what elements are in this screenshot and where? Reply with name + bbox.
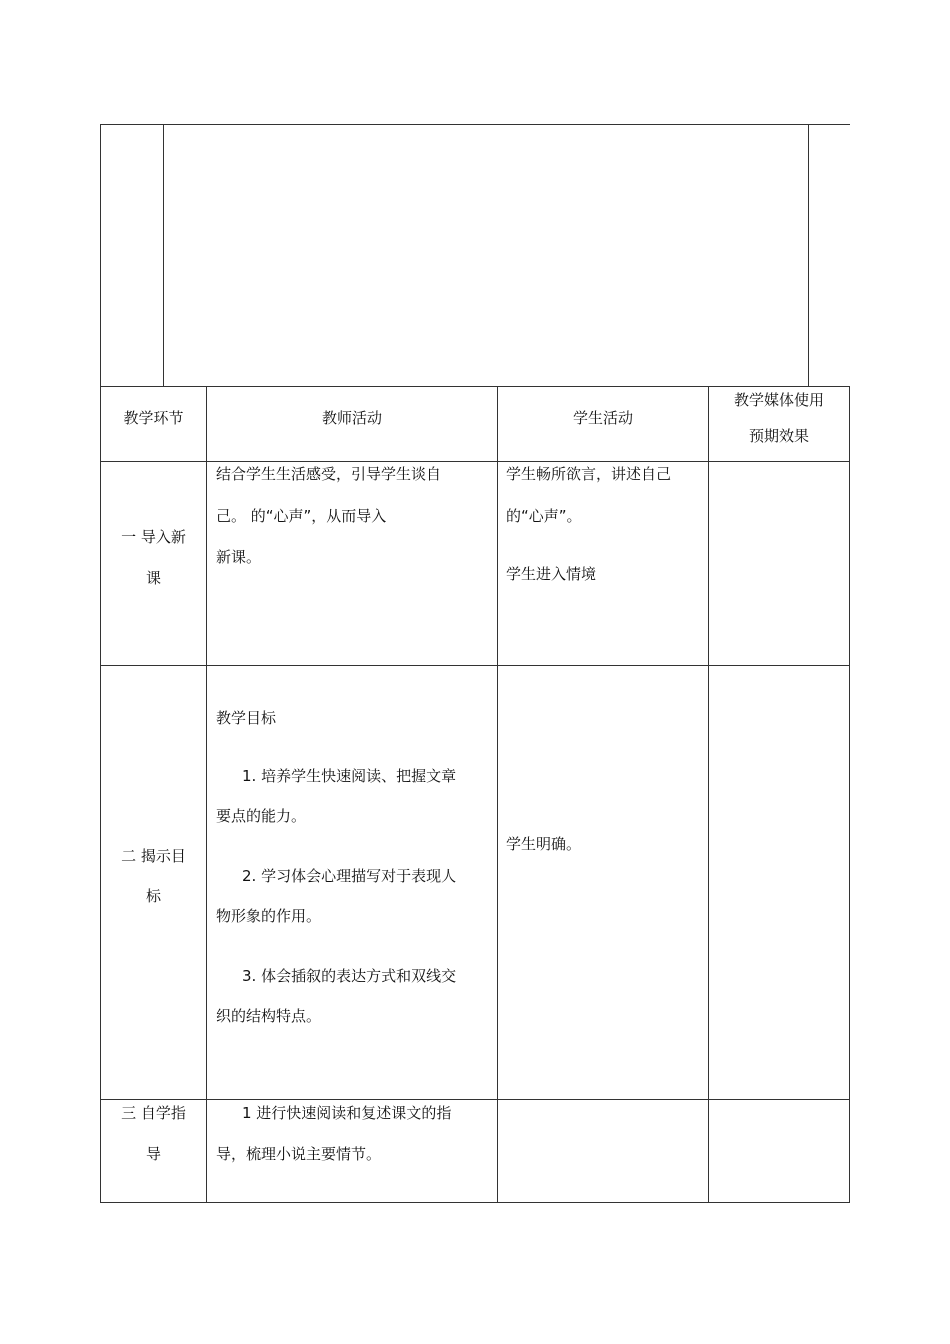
row3-stage-line1: 三 自学指	[121, 1104, 186, 1122]
row2-stage-line1: 二 揭示目	[121, 847, 186, 865]
row2-teacher-line: 要点的能力。	[216, 807, 307, 825]
row2-teacher-line: 教学目标	[216, 709, 277, 727]
row1-teacher-line: 结合学生生活感受，引导学生谈自	[216, 465, 442, 483]
row1-teacher-line: 己。 的“心声”，从而导入	[216, 507, 387, 525]
row2-teacher-line: 物形象的作用。	[216, 907, 322, 925]
top-frame-left-border	[100, 124, 101, 386]
header-media-line1: 教学媒体使用	[733, 391, 824, 409]
row1-bottom-border	[100, 665, 850, 666]
row1-student-line: 的“心声”。	[506, 507, 582, 525]
row2-teacher-line: 2. 学习体会心理描写对于表现人	[242, 867, 457, 885]
row1-student-line: 学生进入情境	[506, 565, 597, 583]
row2-teacher-line: 1. 培养学生快速阅读、把握文章	[242, 767, 457, 785]
row2-bottom-border	[100, 1099, 850, 1100]
row2-teacher-line: 织的结构特点。	[216, 1007, 322, 1025]
col-divider-2	[497, 386, 498, 1203]
top-frame-inner-left-border	[163, 124, 164, 386]
row1-teacher-line: 新课。	[216, 548, 262, 566]
row3-teacher-line: 1 进行快速阅读和复述课文的指	[242, 1104, 452, 1122]
top-frame-inner-right-border	[808, 124, 809, 386]
col-divider-3	[708, 386, 709, 1203]
table-bottom-border	[100, 1202, 850, 1203]
table-top-border	[100, 386, 850, 387]
header-bottom-border	[100, 461, 850, 462]
row1-stage-line1: 一 导入新	[121, 528, 186, 546]
header-teacher: 教师活动	[321, 409, 382, 427]
table-left-border	[100, 386, 101, 1203]
row2-teacher-line: 3. 体会插叙的表达方式和双线交	[242, 967, 457, 985]
col-divider-1	[206, 386, 207, 1203]
row1-stage-line2: 课	[145, 569, 161, 587]
row3-teacher-line: 导，梳理小说主要情节。	[216, 1145, 382, 1163]
header-student: 学生活动	[572, 409, 633, 427]
header-media-line2: 预期效果	[748, 427, 809, 445]
top-frame-top-border	[100, 124, 850, 125]
row2-student-line: 学生明确。	[506, 835, 582, 853]
row1-student-line: 学生畅所欲言，讲述自己	[506, 465, 672, 483]
row3-stage-line2: 导	[145, 1145, 161, 1163]
row2-stage-line2: 标	[145, 887, 161, 905]
header-stage: 教学环节	[123, 409, 184, 427]
table-right-border	[849, 386, 850, 1203]
